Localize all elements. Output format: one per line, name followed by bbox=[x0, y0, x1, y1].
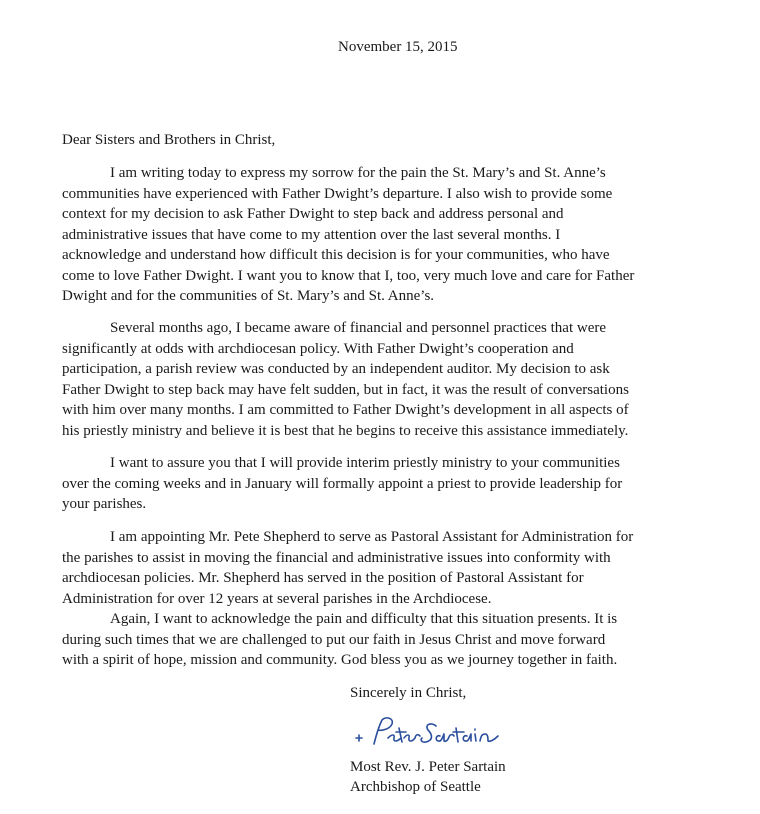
paragraph-line: Administration for over 12 years at several parishes in the Archdiocese. bbox=[62, 590, 492, 607]
paragraph-line: significantly at odds with archdiocesan policy. With Father Dwight’s cooperation and bbox=[62, 340, 574, 357]
body-paragraph-3 bbox=[62, 453, 702, 515]
paragraph-line: during such times that we are challenged to put our faith in Jesus Christ and move forward bbox=[62, 631, 606, 648]
paragraph-line: the parishes to assist in moving the financial and administrative issues into conformity with bbox=[62, 549, 611, 566]
paragraph-line: communities have experienced with Father Dwight’s departure. I also wish to provide some bbox=[62, 185, 613, 202]
body-paragraph-2 bbox=[62, 318, 702, 441]
body-paragraph-4 bbox=[62, 527, 702, 609]
paragraph-line: his priestly ministry and believe it is best that he begins to receive this assistance immediately. bbox=[62, 422, 629, 439]
paragraph-line: I want to assure you that I will provide interim priestly ministry to your communities bbox=[110, 455, 620, 471]
paragraph-line: context for my decision to ask Father Dwight to step back and address personal and bbox=[62, 206, 564, 222]
paragraph-line: acknowledge and understand how difficult this decision is for your communities, who have bbox=[62, 247, 610, 263]
paragraph-line: over the coming weeks and in January will formally appoint a priest to provide leadership for bbox=[62, 475, 623, 492]
signer-title: Archbishop of Seattle bbox=[350, 779, 481, 795]
signer-block bbox=[350, 757, 506, 797]
salutation: Dear Sisters and Brothers in Christ, bbox=[62, 132, 276, 148]
paragraph-line: Dwight and for the communities of St. Mary’s and St. Anne’s. bbox=[62, 288, 435, 304]
handwritten-signature bbox=[352, 714, 532, 754]
signer-name: Most Rev. J. Peter Sartain bbox=[350, 759, 506, 775]
body-paragraph-5 bbox=[62, 609, 702, 671]
paragraph-line: come to love Father Dwight. I want you to know that I, too, very much love and care for Father bbox=[62, 267, 635, 284]
paragraph-line: Father Dwight to step back may have felt sudden, but in fact, it was the result of conversations bbox=[62, 381, 629, 398]
paragraph-line: your parishes. bbox=[62, 496, 147, 512]
paragraph-line: I am writing today to express my sorrow for the pain the St. Mary’s and St. Anne’s bbox=[110, 165, 606, 181]
paragraph-line: with a spirit of hope, mission and community. God bless you as we journey together in faith. bbox=[62, 652, 618, 668]
paragraph-line: Several months ago, I became aware of financial and personnel practices that were bbox=[110, 320, 607, 336]
body-paragraph-1 bbox=[62, 163, 702, 307]
paragraph-line: with him over many months. I am committed to Father Dwight’s development in all aspects of bbox=[62, 402, 629, 418]
paragraph-line: participation, a parish review was conducted by an independent auditor. My decision to ask bbox=[62, 361, 610, 377]
paragraph-line: I am appointing Mr. Pete Shepherd to serve as Pastoral Assistant for Administration for bbox=[110, 529, 634, 545]
letter-date: November 15, 2015 bbox=[338, 39, 458, 55]
paragraph-line: archdiocesan policies. Mr. Shepherd has served in the position of Pastoral Assistant for bbox=[62, 570, 584, 586]
paragraph-line: Again, I want to acknowledge the pain and difficulty that this situation presents. It is bbox=[110, 611, 618, 627]
closing-line: Sincerely in Christ, bbox=[350, 685, 467, 701]
paragraph-line: administrative issues that have come to my attention over the last several months. I bbox=[62, 226, 561, 243]
